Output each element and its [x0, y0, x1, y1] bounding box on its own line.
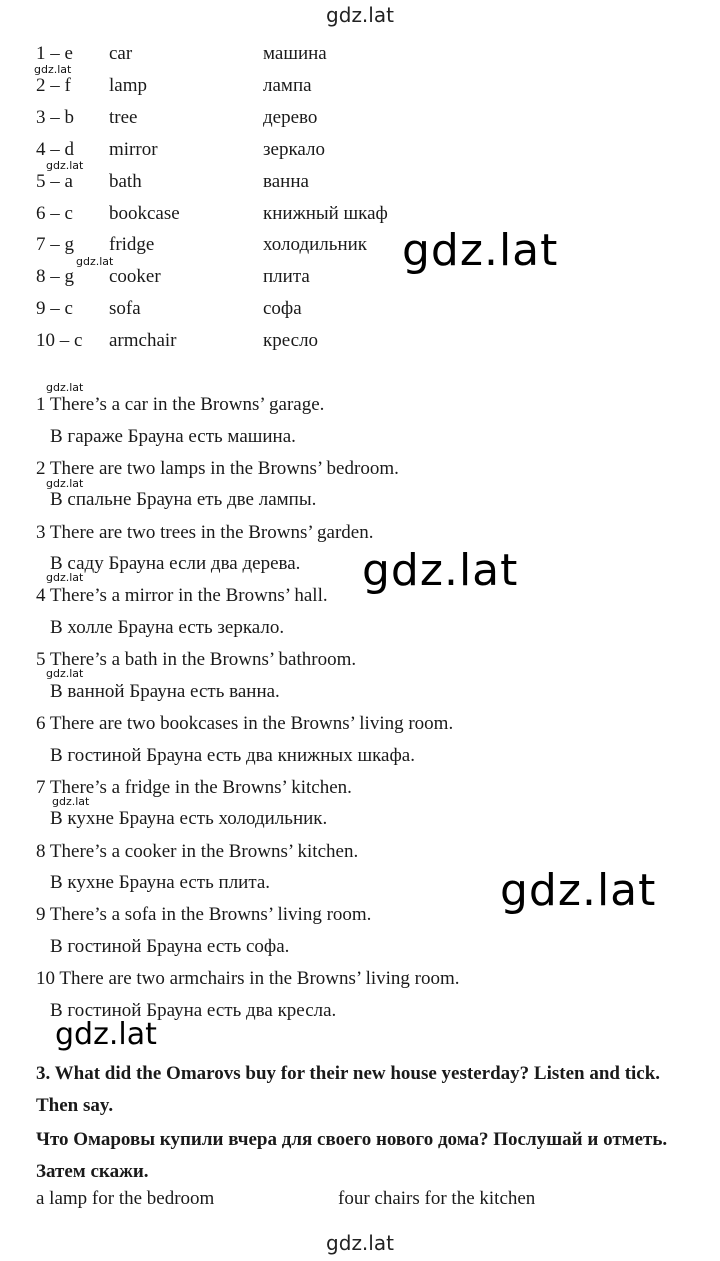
match-english: armchair — [109, 330, 177, 352]
sentence-english: 6 There are two bookcases in the Browns’ living room. — [36, 713, 454, 734]
sentence-russian: В гараже Брауна есть машина. — [50, 425, 296, 447]
task-3-title-ru: Что Омаровы купили вчера для своего нового дома? Послушай и отметь. Затем скажи. — [36, 1129, 668, 1182]
match-number: 2 – f — [36, 74, 71, 96]
task-3-option: four chairs for the kitchen — [338, 1188, 536, 1209]
match-russian: кресло — [263, 330, 319, 352]
match-russian: книжный шкаф — [263, 202, 388, 224]
match-russian: зеркало — [263, 138, 325, 160]
sentence-russian: В гостиной Брауна есть софа. — [50, 935, 290, 957]
match-russian: софа — [263, 298, 302, 320]
watermark-small: gdz.lat — [46, 159, 84, 172]
match-russian: ванна — [263, 170, 309, 192]
sentence-russian: В кухне Брауна есть плита. — [50, 872, 271, 894]
sentence-russian: В спальне Брауна еть две лампы. — [50, 489, 317, 511]
sentence-english: 4 There’s a mirror in the Browns’ hall. — [36, 585, 328, 607]
watermark-medium: gdz.lat — [55, 1017, 157, 1052]
watermark-small: gdz.lat — [34, 63, 72, 76]
sentence-english: 3 There are two trees in the Browns’ garden. — [36, 521, 374, 543]
match-english: fridge — [109, 234, 155, 256]
watermark-small: gdz.lat — [46, 571, 84, 584]
watermark-header: gdz.lat — [326, 3, 394, 27]
match-russian: лампа — [263, 74, 312, 96]
match-number: 8 – g — [36, 266, 74, 288]
sentence-russian: В гостиной Брауна есть два кресла. — [50, 999, 337, 1021]
watermark-small: gdz.lat — [46, 381, 84, 394]
match-english: sofa — [109, 298, 141, 320]
watermark-footer: gdz.lat — [326, 1231, 394, 1255]
match-number: 3 – b — [36, 106, 74, 128]
match-number: 6 – c — [36, 202, 73, 224]
sentence-english: 5 There’s a bath in the Browns’ bathroom. — [36, 649, 357, 671]
watermark-large: gdz.lat — [362, 545, 519, 596]
sentence-english: 9 There’s a sofa in the Browns’ living room. — [36, 904, 372, 926]
sentence-russian: В гостиной Брауна есть два книжных шкафа. — [50, 744, 415, 766]
sentence-english: 10 There are two armchairs in the Browns’ living room. — [36, 968, 460, 990]
sentence-russian: В ванной Брауна есть ванна. — [50, 680, 280, 702]
match-number: 1 – e — [36, 43, 73, 64]
match-english: car — [109, 43, 133, 64]
match-russian: дерево — [263, 106, 318, 128]
match-number: 5 – a — [36, 170, 73, 192]
match-number: 10 – c — [36, 330, 83, 352]
match-russian: машина — [263, 43, 327, 64]
sentence-english: 8 There’s a cooker in the Browns’ kitchen. — [36, 840, 359, 862]
match-english: cooker — [109, 266, 161, 288]
watermark-small: gdz.lat — [46, 477, 84, 490]
watermark-small: gdz.lat — [52, 795, 90, 808]
match-english: mirror — [109, 138, 158, 160]
match-number: 7 – g — [36, 234, 74, 256]
match-number: 4 – d — [36, 138, 74, 160]
watermark-small: gdz.lat — [76, 255, 114, 268]
sentence-russian: В кухне Брауна есть холодильник. — [50, 808, 328, 830]
watermark-large: gdz.lat — [500, 865, 657, 916]
task-3-option: a lamp for the bedroom — [36, 1188, 215, 1209]
match-english: bookcase — [109, 202, 180, 224]
sentence-russian: В саду Брауна если два дерева. — [50, 553, 301, 575]
task-3-title: 3. What did the Omarovs buy for their new house yesterday? Listen and tick. Then say. — [36, 1063, 661, 1116]
match-english: lamp — [109, 74, 147, 96]
match-russian: плита — [263, 266, 310, 288]
match-english: tree — [109, 106, 138, 128]
match-russian: холодильник — [263, 234, 368, 256]
sentence-english: 2 There are two lamps in the Browns’ bedroom. — [36, 457, 399, 479]
sentence-english: 7 There’s a fridge in the Browns’ kitchen. — [36, 776, 352, 798]
match-number: 9 – c — [36, 298, 73, 320]
sentence-english: 1 There’s a car in the Browns’ garage. — [36, 394, 325, 415]
sentence-russian: В холле Брауна есть зеркало. — [50, 616, 285, 638]
match-english: bath — [109, 170, 142, 192]
watermark-small: gdz.lat — [46, 667, 84, 680]
watermark-large: gdz.lat — [402, 225, 559, 276]
